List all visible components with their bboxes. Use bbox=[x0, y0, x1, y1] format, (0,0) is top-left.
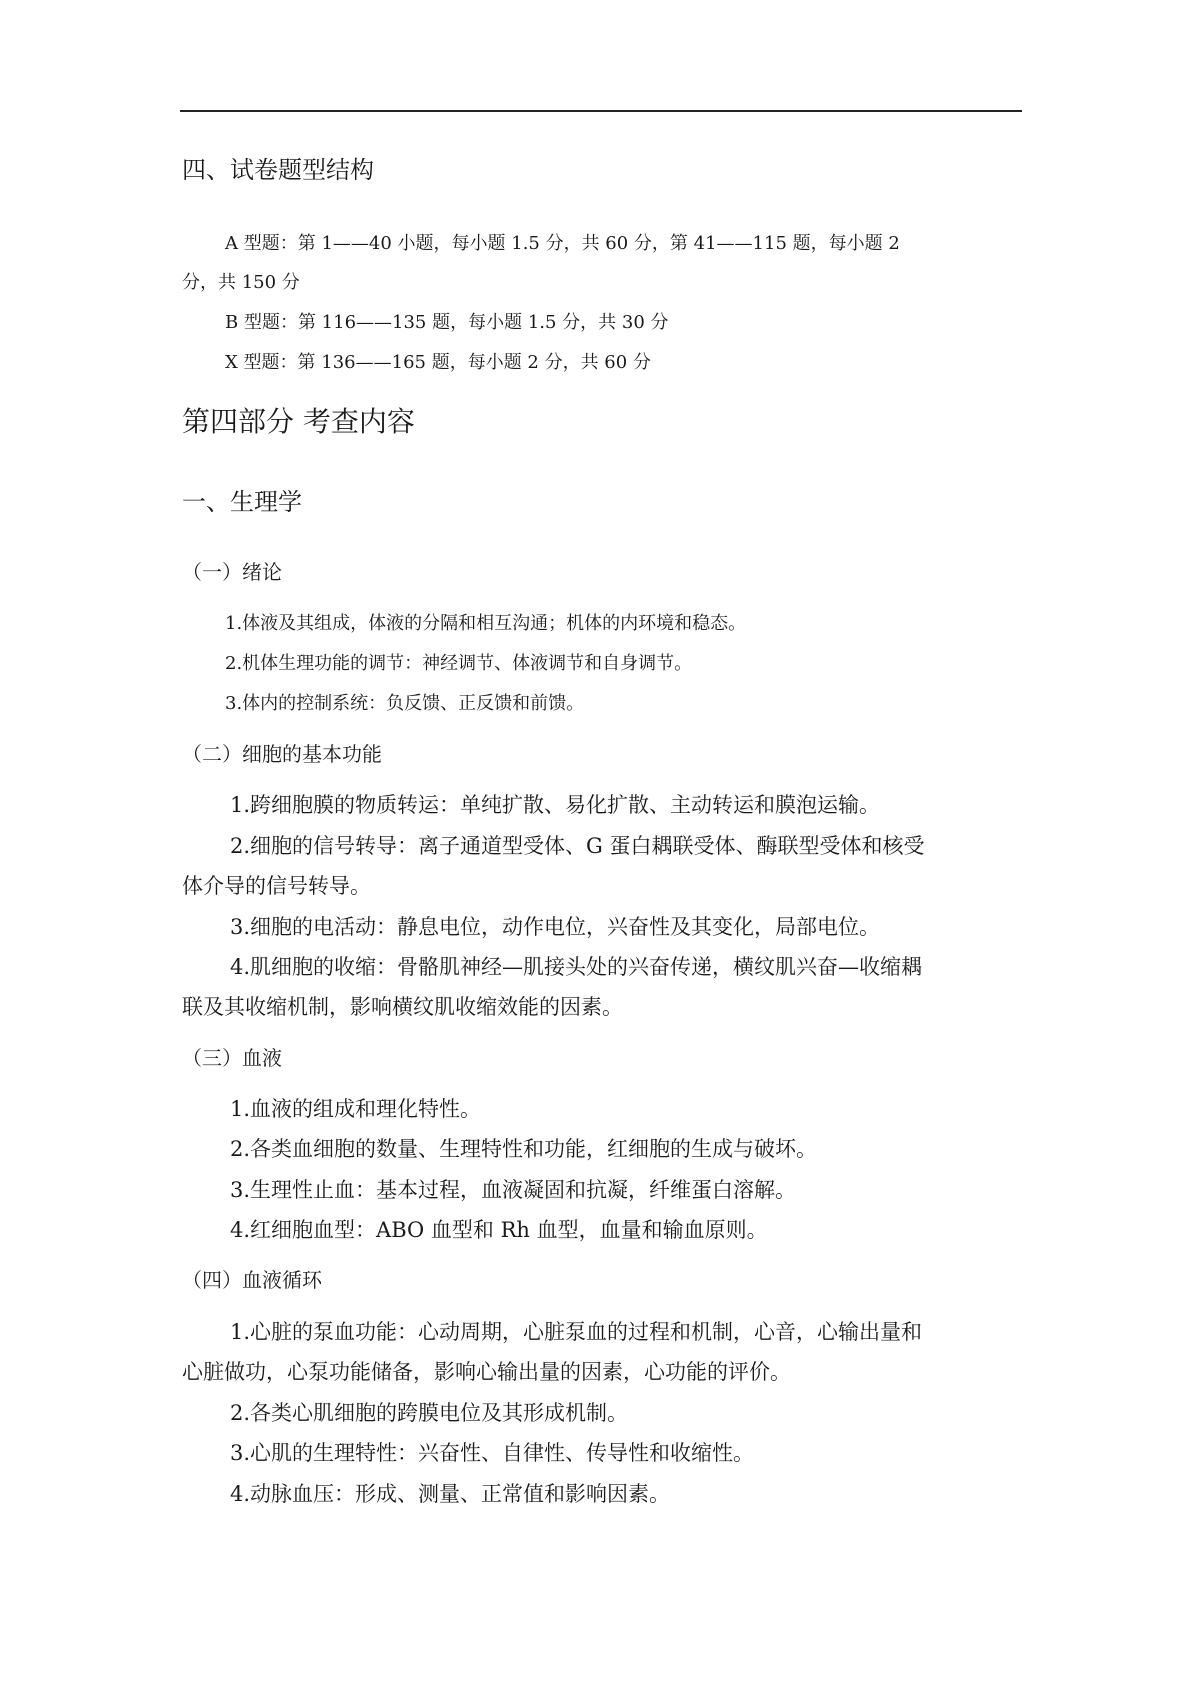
circulation-item-3: 3.心肌的生理特性：兴奋性、自律性、传导性和收缩性。 bbox=[230, 1441, 755, 1465]
section-heading: 四、试卷题型结构 bbox=[182, 156, 374, 184]
cell-item-1: 1.跨细胞膜的物质转运：单纯扩散、易化扩散、主动转运和膜泡运输。 bbox=[230, 793, 881, 817]
x-type-line: X 型题：第 136——165 题，每小题 2 分，共 60 分 bbox=[225, 352, 651, 373]
a-type-line-2: 分，共 150 分 bbox=[182, 272, 300, 293]
part-heading: 第四部分 考查内容 bbox=[182, 405, 415, 438]
circulation-title: （四）血液循环 bbox=[182, 1268, 322, 1292]
blood-item-3: 3.生理性止血：基本过程，血液凝固和抗凝，纤维蛋白溶解。 bbox=[230, 1178, 797, 1202]
blood-item-4: 4.红细胞血型：ABO 血型和 Rh 血型，血量和输血原则。 bbox=[230, 1218, 768, 1242]
cell-item-2-line-2: 体介导的信号转导。 bbox=[182, 874, 371, 898]
intro-title: （一）绪论 bbox=[182, 560, 282, 584]
circulation-item-4: 4.动脉血压：形成、测量、正常值和影响因素。 bbox=[230, 1482, 671, 1506]
blood-item-2: 2.各类血细胞的数量、生理特性和功能，红细胞的生成与破坏。 bbox=[230, 1137, 818, 1161]
cell-item-4-line-1: 4.肌细胞的收缩：骨骼肌神经—肌接头处的兴奋传递，横纹肌兴奋—收缩耦 bbox=[230, 955, 923, 979]
blood-title: （三）血液 bbox=[182, 1046, 282, 1070]
intro-item-3: 3.体内的控制系统：负反馈、正反馈和前馈。 bbox=[225, 693, 585, 714]
circulation-item-2: 2.各类心肌细胞的跨膜电位及其形成机制。 bbox=[230, 1401, 629, 1425]
cell-item-4-line-2: 联及其收缩机制，影响横纹肌收缩效能的因素。 bbox=[182, 995, 623, 1019]
b-type-line: B 型题：第 116——135 题，每小题 1.5 分，共 30 分 bbox=[225, 312, 669, 333]
physiology-heading: 一、生理学 bbox=[182, 488, 302, 516]
intro-item-2: 2.机体生理功能的调节：神经调节、体液调节和自身调节。 bbox=[225, 653, 693, 674]
circulation-item-1-line-1: 1.心脏的泵血功能：心动周期，心脏泵血的过程和机制，心音，心输出量和 bbox=[230, 1320, 923, 1344]
a-type-line-1: A 型题：第 1——40 小题，每小题 1.5 分，共 60 分，第 41——115 题，每小题 2 bbox=[225, 233, 900, 254]
header-rule bbox=[180, 110, 1022, 112]
intro-item-1: 1.体液及其组成，体液的分隔和相互沟通；机体的内环境和稳态。 bbox=[225, 613, 747, 634]
blood-item-1: 1.血液的组成和理化特性。 bbox=[230, 1097, 482, 1121]
cell-item-3: 3.细胞的电活动：静息电位，动作电位，兴奋性及其变化，局部电位。 bbox=[230, 915, 881, 939]
cell-item-2-line-1: 2.细胞的信号转导：离子通道型受体、G 蛋白耦联受体、酶联型受体和核受 bbox=[230, 834, 925, 858]
circulation-item-1-line-2: 心脏做功，心泵功能储备，影响心输出量的因素，心功能的评价。 bbox=[182, 1360, 791, 1384]
cell-title: （二）细胞的基本功能 bbox=[182, 742, 382, 766]
